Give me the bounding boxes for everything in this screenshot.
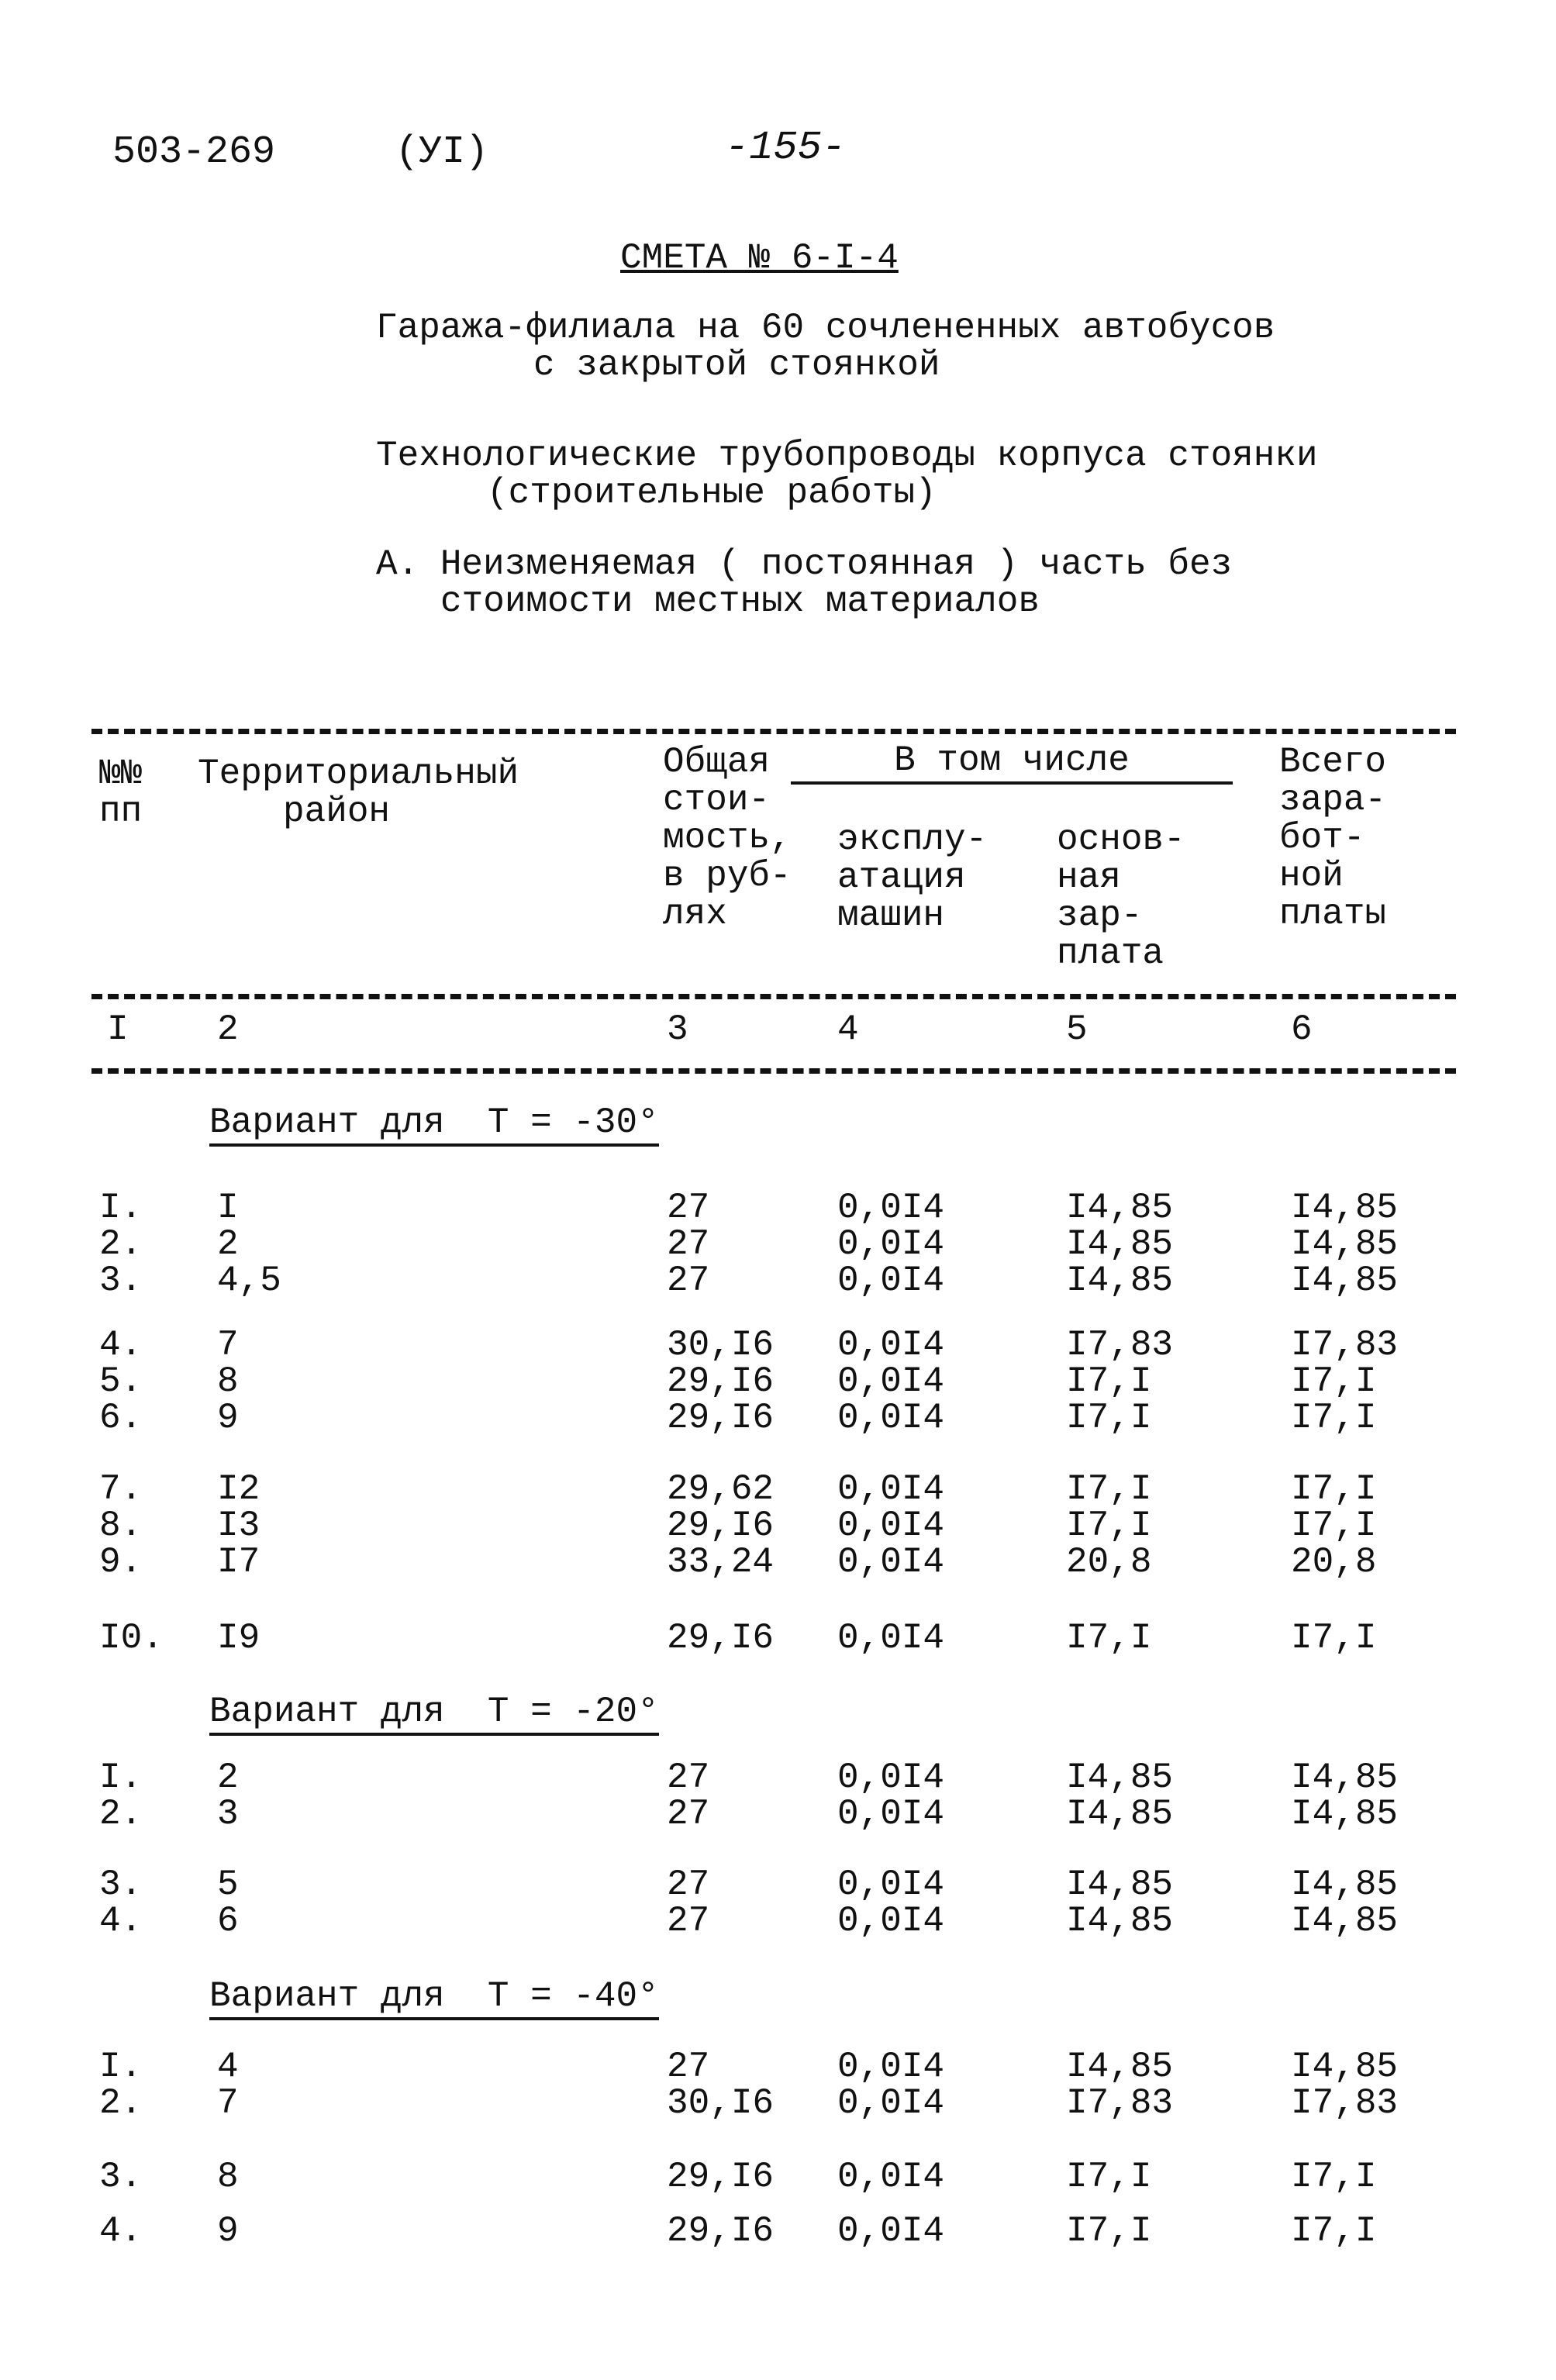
header-col3-line: мость, (663, 818, 792, 858)
base-wages: I4,85 (1066, 1224, 1174, 1264)
subtitle-line-2: с закрытой стоянкой (533, 345, 940, 385)
subtitle-line-1: Гаража-филиала на 60 сочлененных автобусов (376, 308, 1275, 348)
header-col4-line: атация (837, 857, 966, 898)
total-wages: I4,85 (1291, 1901, 1399, 1941)
header-col3-line: Общая (663, 742, 771, 782)
page-number: -155- (725, 125, 847, 171)
base-wages: I7,I (1066, 2211, 1152, 2251)
row-number: 3. (99, 2157, 143, 2197)
base-wages: I4,85 (1066, 1794, 1174, 1834)
territorial-district: I7 (217, 1542, 260, 1582)
total-wages: I4,85 (1291, 1188, 1399, 1228)
machine-operation: 0,0I4 (837, 1794, 945, 1834)
base-wages: I7,I (1066, 1506, 1152, 1546)
variant-heading: Вариант для Т = -30° (209, 1105, 659, 1147)
base-wages: I7,83 (1066, 1325, 1174, 1365)
machine-operation: 0,0I4 (837, 2047, 945, 2087)
total-cost: 27 (667, 1901, 710, 1941)
estimate-title: СМЕТА № 6-I-4 (620, 238, 899, 278)
machine-operation: 0,0I4 (837, 1398, 945, 1438)
machine-operation: 0,0I4 (837, 1506, 945, 1546)
total-wages: I4,85 (1291, 1224, 1399, 1264)
total-wages: I7,I (1291, 2157, 1377, 2197)
header-group-in-total: В том числе (791, 743, 1233, 785)
row-number: 6. (99, 1398, 143, 1438)
row-number: 2. (99, 1794, 143, 1834)
row-number: 9. (99, 1542, 143, 1582)
work-title-line-2: (строительные работы) (487, 473, 937, 513)
variant-heading: Вариант для Т = -20° (209, 1694, 659, 1736)
base-wages: I4,85 (1066, 2047, 1174, 2087)
territorial-district: 5 (217, 1864, 239, 1905)
territorial-district: 4 (217, 2047, 239, 2087)
total-wages: I7,I (1291, 1618, 1377, 1658)
total-wages: I7,I (1291, 1506, 1377, 1546)
base-wages: I4,85 (1066, 1864, 1174, 1905)
total-cost: 29,I6 (667, 1361, 775, 1402)
territorial-district: 4,5 (217, 1261, 281, 1301)
column-number: I (107, 1009, 129, 1050)
column-numbers-rule (91, 1068, 1456, 1074)
territorial-district: 8 (217, 2157, 239, 2197)
row-number: 5. (99, 1361, 143, 1402)
total-wages: 20,8 (1291, 1542, 1377, 1582)
work-title-line-1: Технологические трубопроводы корпуса стоянки (376, 436, 1318, 476)
machine-operation: 0,0I4 (837, 1901, 945, 1941)
total-wages: I7,I (1291, 1398, 1377, 1438)
part-title-line-2: стоимости местных материалов (440, 581, 1040, 622)
header-bottom-rule (91, 994, 1456, 999)
total-wages: I4,85 (1291, 2047, 1399, 2087)
territorial-district: 9 (217, 2211, 239, 2251)
territorial-district: I3 (217, 1506, 260, 1546)
column-number: 6 (1291, 1009, 1313, 1050)
territorial-district: 2 (217, 1224, 239, 1264)
total-wages: I4,85 (1291, 1794, 1399, 1834)
total-wages: I4,85 (1291, 1757, 1399, 1798)
row-number: 4. (99, 1325, 143, 1365)
total-cost: 29,62 (667, 1469, 775, 1509)
part-title-line-1: А. Неизменяемая ( постоянная ) часть без (376, 544, 1233, 585)
territorial-district: I9 (217, 1618, 260, 1658)
header-col5-line: зар- (1057, 895, 1143, 936)
base-wages: I4,85 (1066, 1188, 1174, 1228)
row-number: I0. (99, 1618, 164, 1658)
total-wages: I7,83 (1291, 1325, 1399, 1365)
base-wages: I4,85 (1066, 1261, 1174, 1301)
total-cost: 27 (667, 1757, 710, 1798)
row-number: 4. (99, 1901, 143, 1941)
header-col4-line: машин (837, 895, 945, 936)
machine-operation: 0,0I4 (837, 1618, 945, 1658)
territorial-district: 7 (217, 2083, 239, 2123)
header-col3-line: лях (663, 894, 727, 934)
total-cost: 29,I6 (667, 1398, 775, 1438)
total-cost: 30,I6 (667, 2083, 775, 2123)
header-col1-line: пп (99, 792, 143, 832)
total-wages: I7,I (1291, 2211, 1377, 2251)
machine-operation: 0,0I4 (837, 1325, 945, 1365)
column-number: 3 (667, 1009, 688, 1050)
header-col6-line: зара- (1279, 780, 1387, 820)
document-code: 503-269 (112, 130, 276, 174)
total-wages: I4,85 (1291, 1864, 1399, 1905)
column-number: 2 (217, 1009, 239, 1050)
total-cost: 27 (667, 1188, 710, 1228)
row-number: 3. (99, 1864, 143, 1905)
header-col6-line: ной (1279, 856, 1344, 896)
header-col1-line: №№ (99, 754, 143, 794)
total-cost: 29,I6 (667, 2211, 775, 2251)
header-col6-line: Всего (1279, 742, 1387, 782)
territorial-district: 3 (217, 1794, 239, 1834)
header-col5-line: ная (1057, 857, 1121, 898)
base-wages: I7,I (1066, 1618, 1152, 1658)
total-wages: I7,I (1291, 1361, 1377, 1402)
territorial-district: I (217, 1188, 239, 1228)
header-col6-line: платы (1279, 894, 1387, 934)
base-wages: I7,I (1066, 1361, 1152, 1402)
header-col4-line: эксплу- (837, 819, 988, 860)
base-wages: I7,I (1066, 1469, 1152, 1509)
territorial-district: 6 (217, 1901, 239, 1941)
row-number: 2. (99, 2083, 143, 2123)
total-cost: 33,24 (667, 1542, 775, 1582)
total-wages: I4,85 (1291, 1261, 1399, 1301)
total-wages: I7,83 (1291, 2083, 1399, 2123)
total-wages: I7,I (1291, 1469, 1377, 1509)
machine-operation: 0,0I4 (837, 1469, 945, 1509)
base-wages: I4,85 (1066, 1901, 1174, 1941)
row-number: I. (99, 1757, 143, 1798)
base-wages: I7,83 (1066, 2083, 1174, 2123)
total-cost: 29,I6 (667, 1618, 775, 1658)
header-col5-line: плата (1057, 933, 1164, 974)
machine-operation: 0,0I4 (837, 2083, 945, 2123)
table-top-rule (91, 729, 1456, 734)
column-number: 5 (1066, 1009, 1088, 1050)
total-cost: 27 (667, 1261, 710, 1301)
base-wages: I7,I (1066, 1398, 1152, 1438)
total-cost: 27 (667, 2047, 710, 2087)
machine-operation: 0,0I4 (837, 2157, 945, 2197)
machine-operation: 0,0I4 (837, 1188, 945, 1228)
total-cost: 29,I6 (667, 2157, 775, 2197)
total-cost: 27 (667, 1864, 710, 1905)
header-col2-line: район (283, 792, 391, 832)
total-cost: 27 (667, 1224, 710, 1264)
header-col2-line: Территориальный (198, 754, 519, 794)
total-cost: 30,I6 (667, 1325, 775, 1365)
section-number: (УI) (395, 130, 489, 174)
row-number: 8. (99, 1506, 143, 1546)
header-col3-line: стои- (663, 780, 771, 820)
machine-operation: 0,0I4 (837, 1224, 945, 1264)
machine-operation: 0,0I4 (837, 1757, 945, 1798)
territorial-district: 7 (217, 1325, 239, 1365)
machine-operation: 0,0I4 (837, 1864, 945, 1905)
base-wages: I7,I (1066, 2157, 1152, 2197)
column-number: 4 (837, 1009, 859, 1050)
row-number: 4. (99, 2211, 143, 2251)
machine-operation: 0,0I4 (837, 1361, 945, 1402)
header-col3-line: в руб- (663, 856, 792, 896)
machine-operation: 0,0I4 (837, 1261, 945, 1301)
header-col5-line: основ- (1057, 819, 1185, 860)
total-cost: 27 (667, 1794, 710, 1834)
machine-operation: 0,0I4 (837, 2211, 945, 2251)
territorial-district: 8 (217, 1361, 239, 1402)
variant-heading: Вариант для Т = -40° (209, 1978, 659, 2020)
base-wages: I4,85 (1066, 1757, 1174, 1798)
machine-operation: 0,0I4 (837, 1542, 945, 1582)
row-number: 7. (99, 1469, 143, 1509)
base-wages: 20,8 (1066, 1542, 1152, 1582)
row-number: I. (99, 2047, 143, 2087)
territorial-district: 9 (217, 1398, 239, 1438)
row-number: I. (99, 1188, 143, 1228)
territorial-district: I2 (217, 1469, 260, 1509)
row-number: 2. (99, 1224, 143, 1264)
row-number: 3. (99, 1261, 143, 1301)
header-col6-line: бот- (1279, 818, 1365, 858)
total-cost: 29,I6 (667, 1506, 775, 1546)
territorial-district: 2 (217, 1757, 239, 1798)
